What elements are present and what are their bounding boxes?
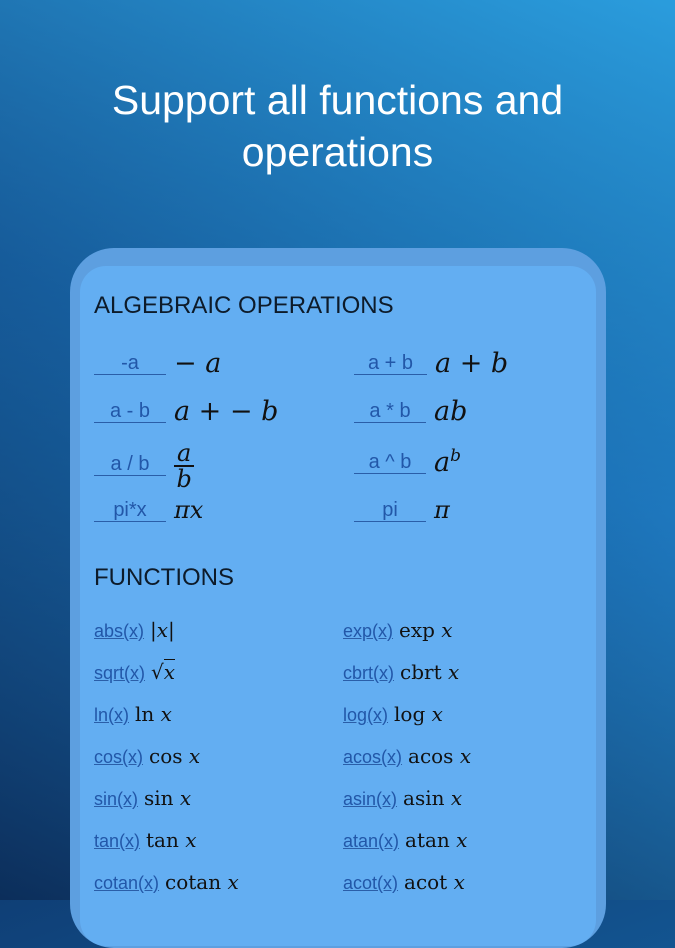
fn-label[interactable]: asin(x) <box>343 789 398 809</box>
fn-label[interactable]: atan(x) <box>343 831 400 851</box>
op-label[interactable]: -a <box>94 352 166 375</box>
fn-render: atan x <box>405 828 468 852</box>
headline-line-2: operations <box>241 129 434 175</box>
op-label[interactable]: pi*x <box>94 499 166 522</box>
fn-exp[interactable] <box>343 618 453 648</box>
op-label[interactable]: a + b <box>354 352 427 375</box>
fn-label[interactable]: log(x) <box>343 705 389 725</box>
op-render: πx <box>174 496 204 524</box>
reference-card <box>80 266 596 946</box>
fn-label[interactable]: cos(x) <box>94 747 143 767</box>
fn-render: asin x <box>403 786 463 810</box>
power-base: a <box>434 447 451 478</box>
op-render: a + b <box>435 347 509 379</box>
fn-label[interactable]: cbrt(x) <box>343 663 394 683</box>
fn-label[interactable]: sin(x) <box>94 789 138 809</box>
power-exponent: b <box>450 446 461 466</box>
fn-label[interactable]: abs(x) <box>94 621 145 641</box>
op-label[interactable]: a - b <box>94 400 166 423</box>
fn-render: acot x <box>404 870 465 894</box>
fn-cbrt[interactable] <box>343 660 459 690</box>
fn-acot[interactable] <box>343 870 465 900</box>
op-power[interactable] <box>354 442 461 482</box>
fn-label[interactable]: sqrt(x) <box>94 663 145 683</box>
headline-line-1: Support all functions and <box>111 77 564 123</box>
fn-render: ln x <box>135 702 172 726</box>
op-render: ab <box>434 395 468 427</box>
op-label[interactable]: a * b <box>354 400 426 423</box>
fn-label[interactable]: tan(x) <box>94 831 141 851</box>
fn-render: log x <box>394 702 443 726</box>
section-title-algebraic: ALGEBRAIC OPERATIONS <box>94 292 394 319</box>
op-render <box>174 437 194 491</box>
fn-sin[interactable] <box>94 786 191 816</box>
fn-render: cotan x <box>165 870 239 894</box>
op-label[interactable]: a / b <box>94 453 166 476</box>
fn-cotan[interactable] <box>94 870 239 900</box>
op-divide[interactable] <box>94 439 194 493</box>
fn-sqrt[interactable] <box>94 660 175 690</box>
fn-render: exp x <box>399 618 453 642</box>
headline <box>0 74 675 178</box>
fn-abs[interactable] <box>94 618 175 648</box>
section-title-functions: FUNCTIONS <box>94 564 234 591</box>
fn-render: √x <box>151 660 176 684</box>
fn-tan[interactable] <box>94 828 197 858</box>
op-render: a + − b <box>174 395 279 427</box>
fraction-denominator: b <box>176 465 192 493</box>
fn-label[interactable]: exp(x) <box>343 621 394 641</box>
fraction-numerator: a <box>174 441 194 467</box>
fn-label[interactable]: acot(x) <box>343 873 399 893</box>
op-multiply[interactable] <box>354 391 467 431</box>
op-render <box>434 446 461 478</box>
op-add[interactable] <box>354 343 508 383</box>
fn-log[interactable] <box>343 702 443 732</box>
fn-render: |x| <box>150 618 175 642</box>
fn-label[interactable]: acos(x) <box>343 747 403 767</box>
fn-render: cos x <box>149 744 201 768</box>
op-subtract[interactable] <box>94 391 278 431</box>
fn-asin[interactable] <box>343 786 462 816</box>
fn-cos[interactable] <box>94 744 200 774</box>
fn-render: acos x <box>408 744 472 768</box>
op-render: π <box>434 496 450 524</box>
op-label[interactable]: pi <box>354 499 426 522</box>
op-pi[interactable] <box>354 490 450 530</box>
fn-ln[interactable] <box>94 702 172 732</box>
op-label[interactable]: a ^ b <box>354 451 426 474</box>
fn-render: cbrt x <box>400 660 460 684</box>
fn-acos[interactable] <box>343 744 471 774</box>
op-pi-times-x[interactable] <box>94 490 203 530</box>
fraction <box>174 441 194 491</box>
fn-label[interactable]: ln(x) <box>94 705 129 725</box>
op-negate[interactable] <box>94 343 221 383</box>
fn-atan[interactable] <box>343 828 467 858</box>
op-render: − a <box>174 347 222 379</box>
fn-render: tan x <box>146 828 197 852</box>
fn-render: sin x <box>144 786 192 810</box>
fn-label[interactable]: cotan(x) <box>94 873 160 893</box>
